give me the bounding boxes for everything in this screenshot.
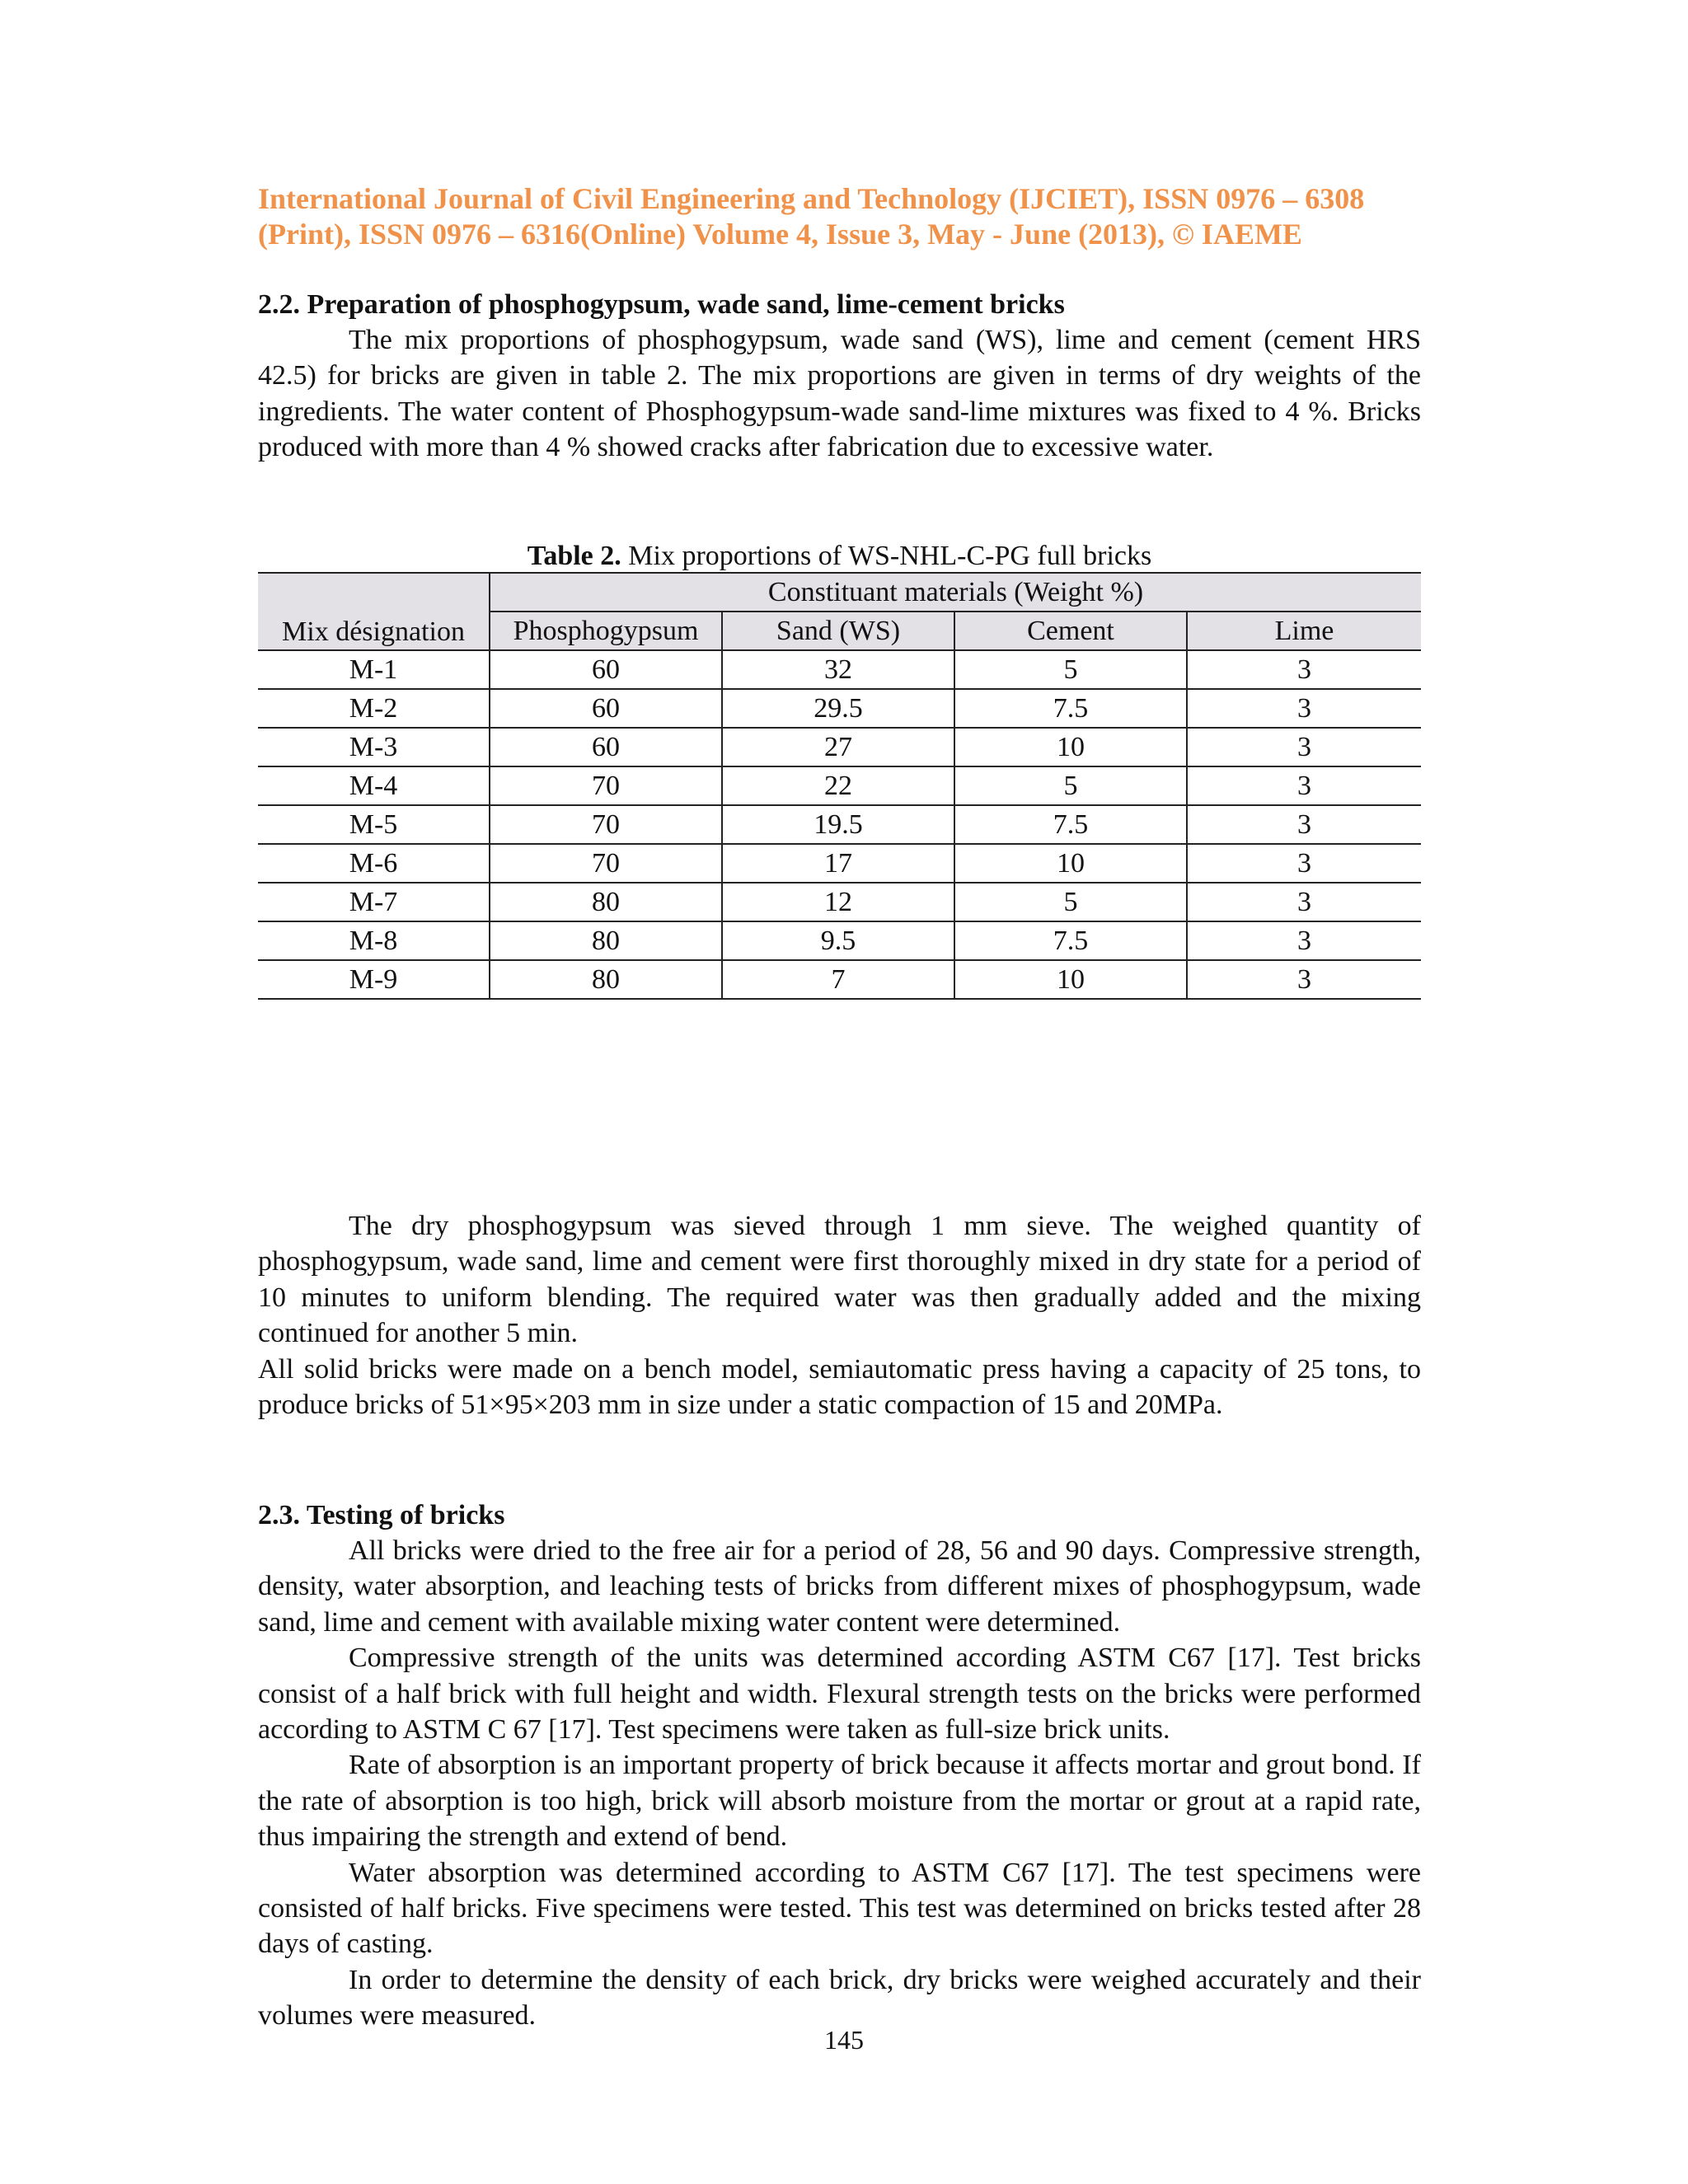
cell-phosphogypsum: 70 bbox=[490, 805, 722, 844]
cell-phosphogypsum: 80 bbox=[490, 921, 722, 960]
cell-phosphogypsum: 80 bbox=[490, 883, 722, 921]
density-paragraph: In order to determine the density of each brick, dry bricks were weighed accurately and their volumes were measured. bbox=[258, 1964, 1421, 2032]
cell-sand: 22 bbox=[722, 766, 954, 805]
table-row bbox=[258, 650, 1421, 689]
post-table-text bbox=[258, 1208, 1421, 1422]
cell-mix: M-3 bbox=[258, 728, 490, 766]
cell-lime: 3 bbox=[1187, 844, 1421, 883]
cell-sand: 7 bbox=[722, 960, 954, 999]
cell-mix: M-6 bbox=[258, 844, 490, 883]
cell-sand: 12 bbox=[722, 883, 954, 921]
cell-cement: 7.5 bbox=[954, 689, 1187, 728]
section-2-2-paragraph: The mix proportions of phosphogypsum, wade sand (WS), lime and cement (cement HRS 42.5) for bricks are given in table 2. The mix proportions are given in terms of dry weights of the ingredients. The water content of Phosphogypsum-wade sand-lime mixtures was fixed to 4 %. Bricks produced with more than 4 % showed cracks after fabrication due to excessive water. bbox=[258, 325, 1421, 463]
table-caption bbox=[258, 538, 1421, 574]
cell-lime: 3 bbox=[1187, 921, 1421, 960]
cell-cement: 7.5 bbox=[954, 805, 1187, 844]
cell-phosphogypsum: 80 bbox=[490, 960, 722, 999]
pressing-paragraph: All solid bricks were made on a bench model, semiautomatic press having a capacity of 25 tons, to produce bricks of 51×95×203 mm in size under a static compaction of 15 and 20MPa. bbox=[258, 1353, 1421, 1421]
cell-cement: 7.5 bbox=[954, 921, 1187, 960]
cell-lime: 3 bbox=[1187, 689, 1421, 728]
water-absorption-paragraph: Water absorption was determined according to ASTM C67 [17]. The test specimens were consisted of half bricks. Five specimens were tested. This test was determined on bricks tested after 28 days of casting. bbox=[258, 1857, 1421, 1960]
row-header-mix-designation: Mix désignation bbox=[258, 573, 490, 650]
cell-sand: 27 bbox=[722, 728, 954, 766]
absorption-rate-paragraph: Rate of absorption is an important property of brick because it affects mortar and grout bond. If the rate of absorption is too high, brick will absorb moisture from the mortar or grout at a rapid rate, thus impairing the strength and extend of bend. bbox=[258, 1750, 1421, 1853]
journal-header-line-1: International Journal of Civil Engineering and Technology (IJCIET), ISSN 0976 – 6308 bbox=[258, 182, 1365, 215]
cell-lime: 3 bbox=[1187, 766, 1421, 805]
cell-lime: 3 bbox=[1187, 883, 1421, 921]
cell-sand: 32 bbox=[722, 650, 954, 689]
cell-cement: 5 bbox=[954, 650, 1187, 689]
cell-lime: 3 bbox=[1187, 960, 1421, 999]
cell-sand: 9.5 bbox=[722, 921, 954, 960]
table-row bbox=[258, 960, 1421, 999]
cell-phosphogypsum: 60 bbox=[490, 689, 722, 728]
journal-header-line-2: (Print), ISSN 0976 – 6316(Online) Volume 4, Issue 3, May - June (2013), © IAEME bbox=[258, 218, 1302, 251]
section-2-3-heading: 2.3. Testing of bricks bbox=[258, 1500, 505, 1530]
table-row bbox=[258, 805, 1421, 844]
column-header-sand: Sand (WS) bbox=[722, 612, 954, 650]
cell-mix: M-5 bbox=[258, 805, 490, 844]
cell-sand: 29.5 bbox=[722, 689, 954, 728]
cell-cement: 5 bbox=[954, 766, 1187, 805]
sieving-paragraph: The dry phosphogypsum was sieved through 1 mm sieve. The weighed quantity of phosphogypsum, wade sand, lime and cement were first thoroughly mixed in dry state for a period of 10 minutes to uniform blending. The required water was then gradually added and the mixing continued for another 5 min. bbox=[258, 1211, 1421, 1349]
cell-mix: M-4 bbox=[258, 766, 490, 805]
table-caption-label: Table 2. bbox=[527, 541, 621, 571]
cell-cement: 5 bbox=[954, 883, 1187, 921]
group-header-constituent-materials: Constituant materials (Weight %) bbox=[490, 573, 1421, 612]
cell-cement: 10 bbox=[954, 960, 1187, 999]
column-header-phosphogypsum: Phosphogypsum bbox=[490, 612, 722, 650]
cell-cement: 10 bbox=[954, 844, 1187, 883]
cell-phosphogypsum: 70 bbox=[490, 766, 722, 805]
column-header-lime: Lime bbox=[1187, 612, 1421, 650]
compressive-strength-paragraph: Compressive strength of the units was determined according ASTM C67 [17]. Test bricks consist of a half brick with full height and width. Flexural strength tests on the bricks were performed according to ASTM C 67 [17]. Test specimens were taken as full-size brick units. bbox=[258, 1643, 1421, 1746]
section-2-2 bbox=[258, 287, 1421, 466]
cell-phosphogypsum: 70 bbox=[490, 844, 722, 883]
table-row bbox=[258, 883, 1421, 921]
cell-lime: 3 bbox=[1187, 805, 1421, 844]
cell-mix: M-7 bbox=[258, 883, 490, 921]
cell-sand: 17 bbox=[722, 844, 954, 883]
page-number: 145 bbox=[824, 2025, 864, 2055]
table-row bbox=[258, 921, 1421, 960]
cell-phosphogypsum: 60 bbox=[490, 728, 722, 766]
cell-mix: M-1 bbox=[258, 650, 490, 689]
table-caption-text: Mix proportions of WS-NHL-C-PG full bricks bbox=[621, 541, 1152, 571]
cell-mix: M-8 bbox=[258, 921, 490, 960]
section-2-2-heading: 2.2. Preparation of phosphogypsum, wade sand, lime-cement bricks bbox=[258, 289, 1065, 320]
journal-header bbox=[258, 181, 1421, 252]
cell-mix: M-9 bbox=[258, 960, 490, 999]
page-content bbox=[258, 181, 1421, 2032]
cell-phosphogypsum: 60 bbox=[490, 650, 722, 689]
drying-paragraph: All bricks were dried to the free air for a period of 28, 56 and 90 days. Compressive strength, density, water absorption, and leaching tests of bricks from different mixes of phosphogypsum, wade sand, lime and cement with available mixing water content were determined. bbox=[258, 1535, 1421, 1638]
cell-sand: 19.5 bbox=[722, 805, 954, 844]
table-row bbox=[258, 844, 1421, 883]
column-header-cement: Cement bbox=[954, 612, 1187, 650]
cell-lime: 3 bbox=[1187, 728, 1421, 766]
table-row bbox=[258, 766, 1421, 805]
cell-mix: M-2 bbox=[258, 689, 490, 728]
cell-lime: 3 bbox=[1187, 650, 1421, 689]
table-row bbox=[258, 728, 1421, 766]
table-row bbox=[258, 689, 1421, 728]
section-2-3 bbox=[258, 1497, 1421, 2034]
cell-cement: 10 bbox=[954, 728, 1187, 766]
mix-proportions-table bbox=[258, 572, 1421, 1000]
